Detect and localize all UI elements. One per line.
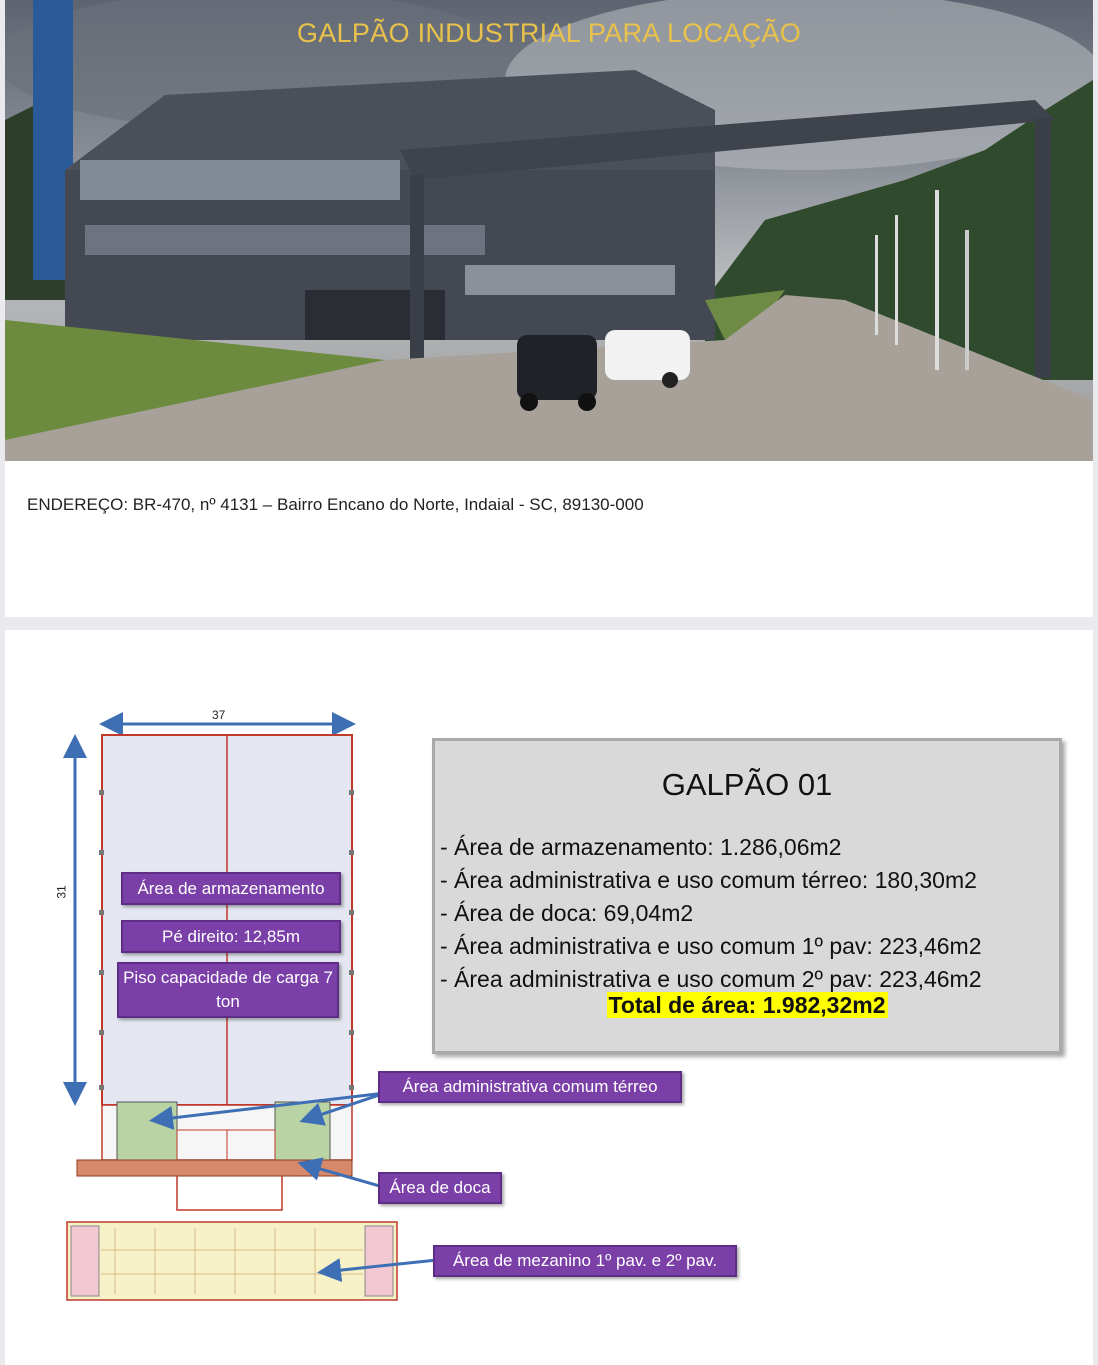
info-title: GALPÃO 01 [661, 767, 833, 802]
area-item-admin-first: - Área administrativa e uso comum 1º pav: 223,46m2 [440, 933, 982, 959]
mezzanine-area-outline [67, 1222, 397, 1300]
cover-slide [5, 0, 1093, 617]
address-text: ENDEREÇO: BR-470, nº 4131 – Bairro Encano do Norte, Indaial - SC, 89130-000 [27, 495, 644, 514]
dock-area-outline [77, 1160, 352, 1176]
area-item-admin-ground: - Área administrativa e uso comum térreo: 180,30m2 [440, 867, 977, 893]
floor-plan-slide [5, 630, 1093, 1365]
storage-area-label: Área de armazenamento [121, 872, 341, 905]
mezzanine-area-label: Área de mezanino 1º pav. e 2º pav. [433, 1245, 737, 1277]
width-dimension-label: 37 [212, 708, 226, 722]
area-item-admin-second: - Área administrativa e uso comum 2º pav: 223,46m2 [440, 966, 982, 992]
floor-capacity-label: Piso capacidade de carga 7 ton [117, 962, 339, 1018]
page-title: GALPÃO INDUSTRIAL PARA LOCAÇÃO [296, 18, 802, 48]
area-list [440, 831, 982, 996]
ceiling-height-label: Pé direito: 12,85m [121, 920, 341, 953]
info-panel [432, 738, 1062, 1054]
area-item-storage: - Área de armazenamento: 1.286,06m2 [440, 834, 842, 860]
building-photo [5, 0, 1093, 461]
dock-area-label: Área de doca [378, 1172, 502, 1204]
building-illustration [5, 0, 1093, 461]
floor-plan [5, 630, 405, 1365]
height-dimension-label: 31 [54, 885, 69, 899]
total-area-text: Total de área: 1.982,32m2 [608, 992, 886, 1018]
total-area [435, 992, 1059, 1019]
admin-area-label: Área administrativa comum térreo [378, 1071, 682, 1103]
area-item-dock: - Área de doca: 69,04m2 [440, 900, 694, 926]
